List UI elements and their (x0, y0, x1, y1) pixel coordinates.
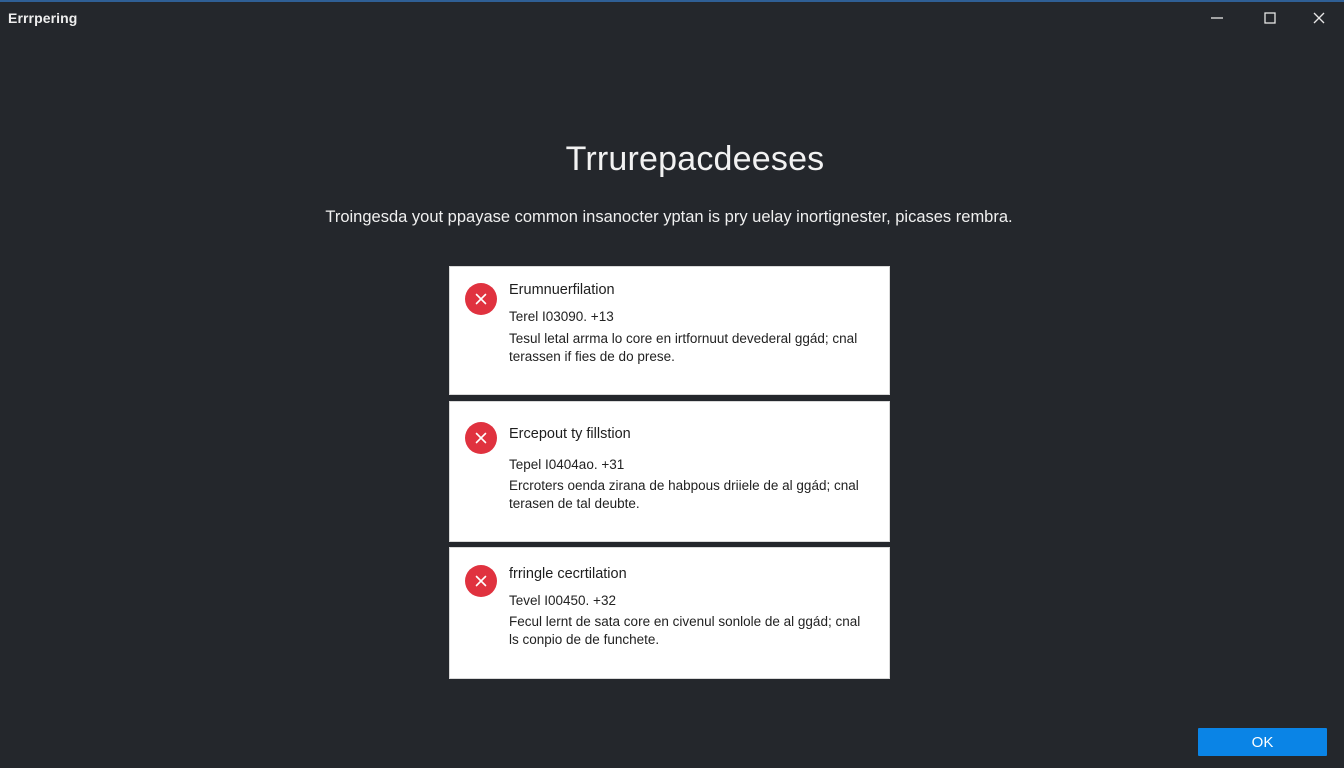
ok-button[interactable]: OK (1198, 728, 1327, 756)
error-description-line: Fecul lernt de sata core en civenul sonlole de al ggád; cnal (509, 614, 861, 629)
error-card (449, 547, 890, 679)
error-description-line: terasen de tal deubte. (509, 495, 640, 511)
error-title: Erumnuerfilation (509, 282, 615, 298)
close-icon (1311, 10, 1327, 26)
error-x-icon (465, 565, 497, 597)
title-bar[interactable] (0, 2, 1344, 36)
maximize-icon (1262, 10, 1278, 26)
window-title: Errrpering (8, 10, 78, 26)
error-code: Tevel I00450. +32 (509, 593, 616, 608)
error-description-line: terassen if fies de do prese. (509, 348, 675, 364)
error-x-icon (465, 283, 497, 315)
error-description (509, 330, 879, 365)
minimize-icon (1209, 10, 1225, 26)
error-title: frringle cecrtilation (509, 566, 627, 582)
error-description (509, 477, 879, 512)
error-card (449, 401, 890, 542)
maximize-button[interactable] (1243, 2, 1297, 34)
minimize-button[interactable] (1190, 2, 1244, 34)
dialog-heading: Trrurepacdeeses (565, 140, 825, 178)
error-description-line: ls conpio de de funchete. (509, 631, 660, 647)
error-code: Terel I03090. +13 (509, 309, 614, 324)
close-button[interactable] (1292, 2, 1344, 34)
error-x-icon (465, 422, 497, 454)
error-code: Tepel I0404ao. +31 (509, 457, 625, 472)
error-title: Ercepout ty fillstion (509, 426, 631, 442)
error-description-line: Ercroters oenda zirana de habpous driiele de al ggád; cnal (509, 478, 859, 493)
error-card (449, 266, 890, 395)
dialog-subtitle: Troingesda yout ppayase common insanocter yptan is pry uelay inortignester, picases rembra. (325, 208, 1013, 226)
error-description (509, 613, 879, 648)
error-description-line: Tesul letal arrma lo core en irtfornuut devederal ggád; cnal (509, 331, 858, 346)
